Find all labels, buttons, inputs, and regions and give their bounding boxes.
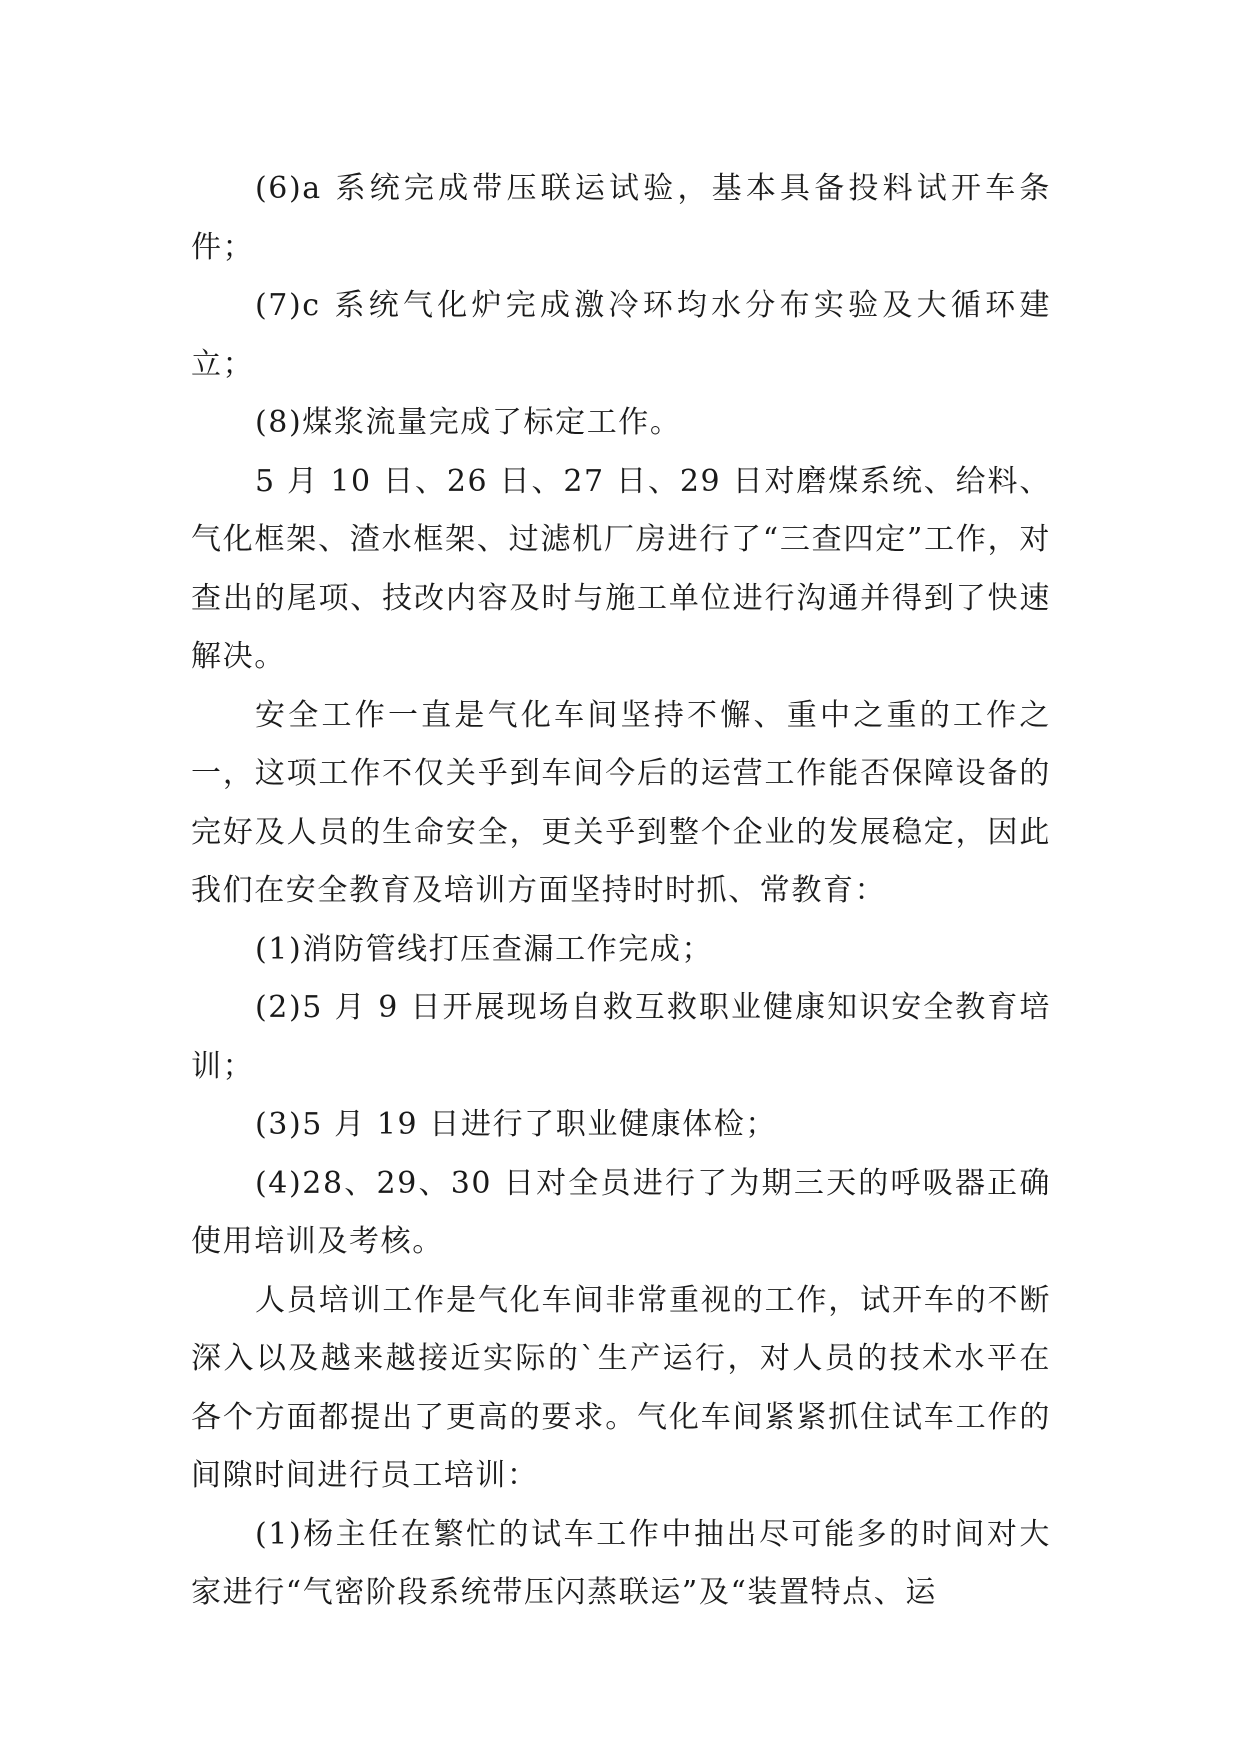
paragraph-item-8: (8)煤浆流量完成了标定工作。 (255, 405, 682, 440)
paragraph-safety-item-2: (2)5 月 9 日开展现场自救互救职业健康知识安全教育培训； (191, 990, 1051, 1084)
paragraph-item-7: (7)c 系统气化炉完成激冷环均水分布实验及大循环建立； (191, 288, 1051, 382)
paragraph-safety-item-4: (4)28、29、30 日对全员进行了为期三天的呼吸器正确使用培训及考核。 (191, 1165, 1051, 1259)
paragraph-training-item-1: (1)杨主任在繁忙的试车工作中抽出尽可能多的时间对大家进行“气密阶段系统带压闪蒸联运”及“装置特点、运 (191, 1516, 1051, 1610)
paragraph-three-checks: 5 月 10 日、26 日、27 日、29 日对磨煤系统、给料、气化框架、渣水框架、过滤机厂房进行了“三查四定”工作，对查出的尾项、技改内容及时与施工单位进行沟通并得到了快速解决。 (191, 463, 1051, 674)
paragraph-safety-item-3: (3)5 月 19 日进行了职业健康体检； (255, 1107, 777, 1142)
document-body (191, 160, 1051, 1623)
paragraph-safety-item-1: (1)消防管线打压查漏工作完成； (255, 931, 714, 967)
paragraph-training-work: 人员培训工作是气化车间非常重视的工作，试开车的不断深入以及越来越接近实际的`生产运行，对人员的技术水平在各个方面都提出了更高的要求。气化车间紧紧抓住试车工作的间隙时间进行员工培训： (191, 1282, 1051, 1493)
paragraph-item-6: (6)a 系统完成带压联运试验，基本具备投料试开车条件； (191, 171, 1051, 265)
paragraph-safety-work: 安全工作一直是气化车间坚持不懈、重中之重的工作之一，这项工作不仅关乎到车间今后的运营工作能否保障设备的完好及人员的生命安全，更关乎到整个企业的发展稳定，因此我们在安全教育及培训方面坚持时时抓、常教育： (191, 697, 1051, 908)
